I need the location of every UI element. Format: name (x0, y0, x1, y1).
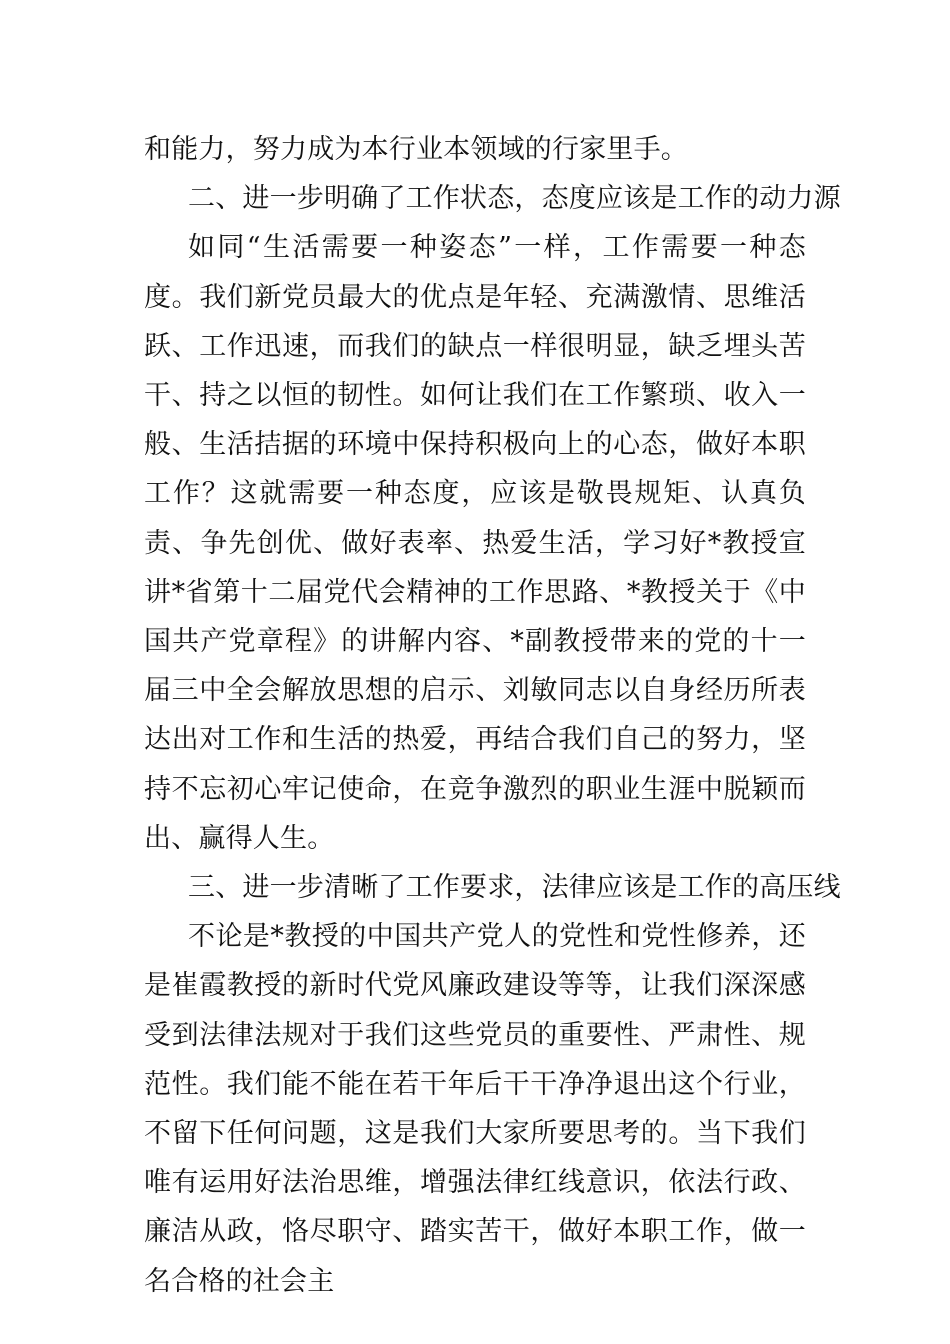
document-body (144, 125, 841, 1306)
paragraph-work-requirements: 不论是*教授的中国共产党人的党性和党性修养，还是崔霞教授的新时代党风廉政建设等等，让我们深深感受到法律法规对于我们这些党员的重要性、严肃性、规范性。我们能不能在若干年后干干净净退出这个行业，不留下任何问题，这是我们大家所要思考的。当下我们唯有运用好法治思维，增强法律红线意识，依法行政、廉洁从政，恪尽职守、踏实苦干，做好本职工作，做一名合格的社会主 (144, 921, 806, 1297)
section-heading-two: 二、进一步明确了工作状态，态度应该是工作的动力源 (188, 183, 841, 215)
section-heading-three: 三、进一步清晰了工作要求，法律应该是工作的高压线 (188, 872, 841, 904)
paragraph-continuation: 和能力，努力成为本行业本领域的行家里手。 (144, 134, 688, 165)
paragraph-work-attitude: 如同“生活需要一种姿态”一样，工作需要一种态度。我们新党员最大的优点是年轻、充满激情、思维活跃、工作迅速，而我们的缺点一样很明显，缺乏埋头苦干、持之以恒的韧性。如何让我们在工作繁琐、收入一般、生活拮据的环境中保持积极向上的心态，做好本职工作？这就需要一种态度，应该是敬畏规矩、认真负责、争先创优、做好表率、热爱生活，学习好*教授宣讲*省第十二届党代会精神的工作思路、*教授关于《中国共产党章程》的讲解内容、*副教授带来的党的十一届三中全会解放思想的启示、刘敏同志以自身经历所表达出对工作和生活的热爱，再结合我们自己的努力，坚持不忘初心牢记使命，在竞争激烈的职业生涯中脱颖而出、赢得人生。 (144, 232, 806, 854)
